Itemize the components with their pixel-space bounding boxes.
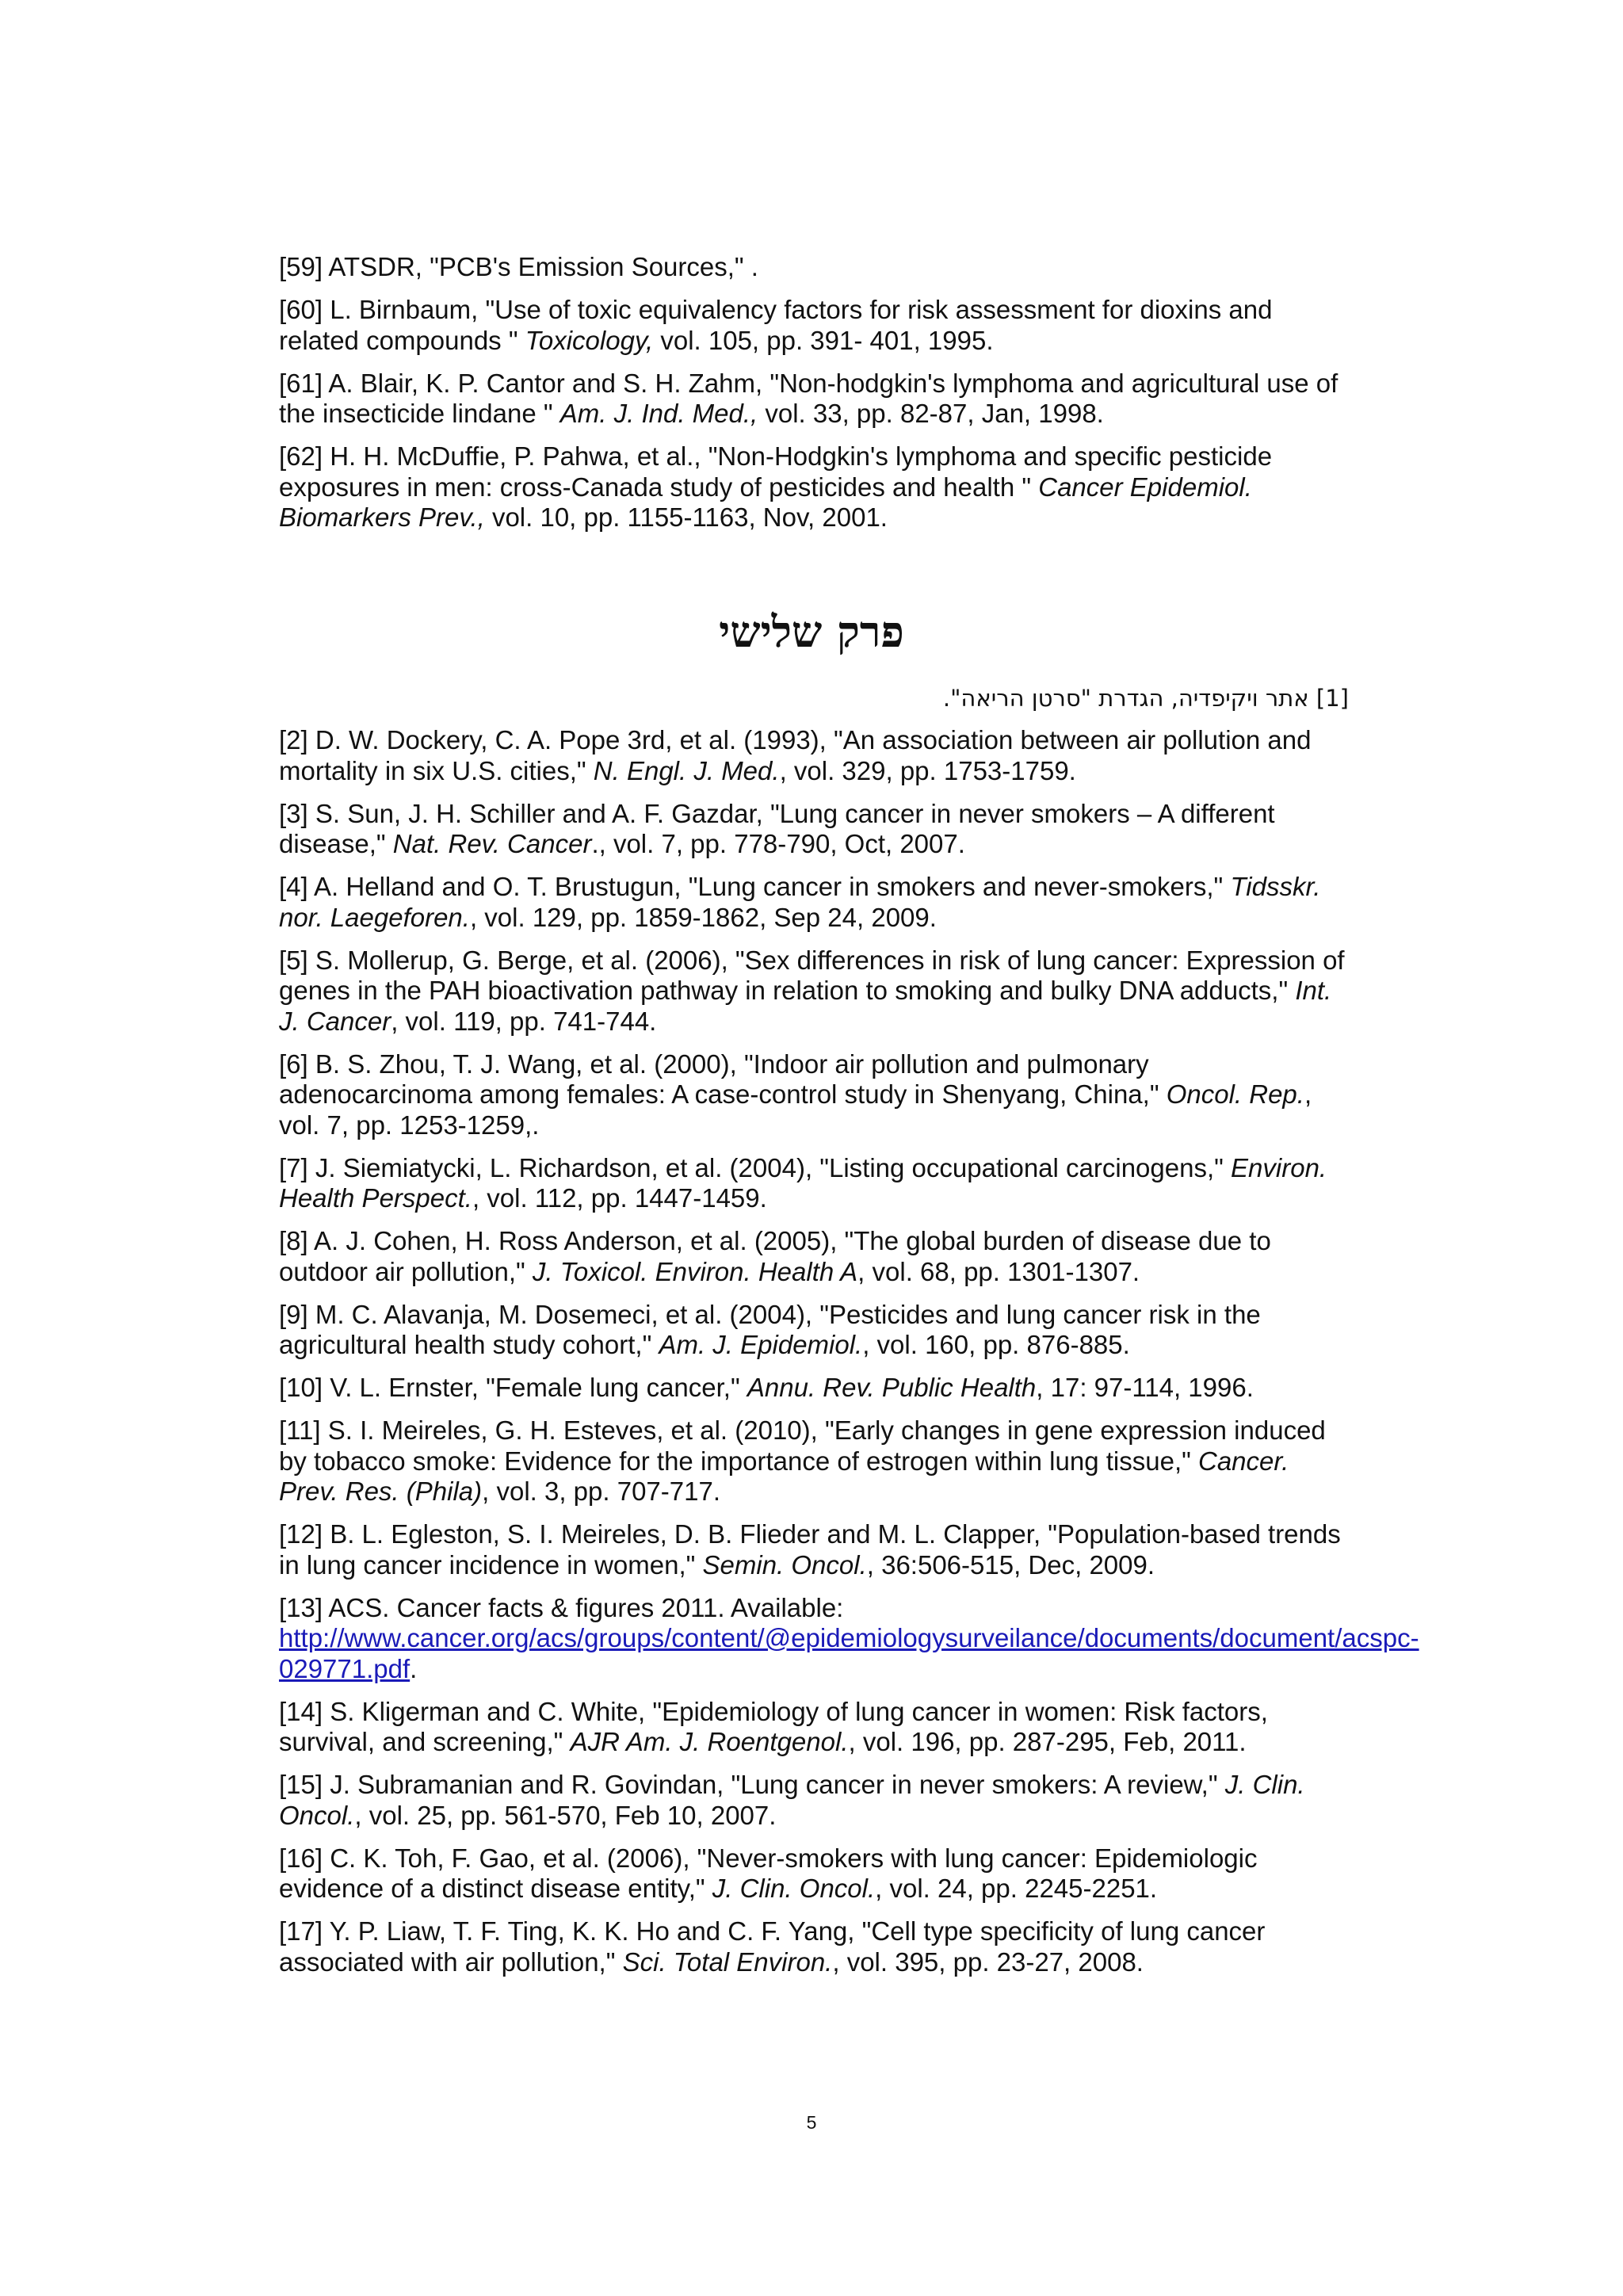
reference-journal: J. Clin. Oncol. xyxy=(712,1874,876,1903)
reference-text: vol. 10, pp. 1155-1163, Nov, 2001. xyxy=(484,502,888,532)
reference-item xyxy=(279,1415,1349,1507)
reference-item xyxy=(279,1300,1349,1361)
reference-item xyxy=(279,1770,1349,1831)
reference-text: , vol. 3, pp. 707-717. xyxy=(482,1477,720,1506)
reference-text: , vol. 24, pp. 2245-2251. xyxy=(875,1874,1158,1903)
reference-item xyxy=(279,1697,1349,1758)
reference-text: [14] S. Kligerman and C. White, "Epidemiology of lung cancer in women: Risk factors, survival, and screening," xyxy=(279,1696,1268,1756)
page-number: 5 xyxy=(806,2112,817,2133)
reference-item xyxy=(279,1373,1349,1404)
reference-text: [6] B. S. Zhou, T. J. Wang, et al. (2000), "Indoor air pollution and pulmonary adenocarcinoma among females: A case-control study in Shenyang, China," xyxy=(279,1049,1167,1109)
reference-text: , vol. 112, pp. 1447-1459. xyxy=(472,1183,767,1213)
reference-item xyxy=(279,1843,1349,1904)
reference-journal: Sci. Total Environ. xyxy=(622,1946,833,1977)
reference-text: [7] J. Siemiatycki, L. Richardson, et al. (2004), "Listing occupational carcinogens," xyxy=(279,1152,1232,1182)
reference-journal: N. Engl. J. Med. xyxy=(593,755,780,785)
reference-item xyxy=(279,1592,1419,1685)
reference-text: , vol. 129, pp. 1859-1862, Sep 24, 2009. xyxy=(469,902,937,932)
reference-text: . xyxy=(410,1653,418,1683)
reference-journal: Cancer Epidemiol. Biomarkers Prev., xyxy=(279,472,1252,532)
reference-journal: Environ. Health Perspect. xyxy=(279,1152,1327,1213)
reference-text: , 17: 97-114, 1996. xyxy=(1036,1373,1254,1402)
reference-text: vol. 105, pp. 391- 401, 1995. xyxy=(653,325,994,355)
reference-item xyxy=(279,1153,1349,1214)
reference-text: [13] ACS. Cancer facts & figures 2011. Available: xyxy=(279,1592,844,1622)
reference-item xyxy=(279,1519,1349,1580)
reference-text: , vol. 7, pp. 1253-1259,. xyxy=(279,1079,1312,1140)
reference-text: [59] ATSDR, "PCB's Emission Sources," . xyxy=(279,252,758,281)
reference-text: , vol. 68, pp. 1301-1307. xyxy=(857,1256,1140,1286)
reference-text: [8] A. J. Cohen, H. Ross Anderson, et al. (2005), "The global burden of disease due to outdoor air pollution," xyxy=(279,1226,1271,1286)
reference-text: , vol. 196, pp. 287-295, Feb, 2011. xyxy=(848,1727,1247,1756)
reference-text: [60] L. Birnbaum, "Use of toxic equivalency factors for risk assessment for dioxins and related compounds " xyxy=(279,295,1273,355)
reference-text: [17] Y. P. Liaw, T. F. Ting, K. K. Ho and C. F. Yang, "Cell type specificity of lung cancer associated with air pollution," xyxy=(279,1916,1266,1977)
reference-journal: Tidsskr. nor. Laegeforen. xyxy=(279,872,1321,932)
reference-text: [3] S. Sun, J. H. Schiller and A. F. Gazdar, "Lung cancer in never smokers – A different disease," xyxy=(279,798,1275,858)
reference-item xyxy=(279,1226,1349,1287)
reference-journal: Int. J. Cancer xyxy=(279,976,1332,1036)
reference-text: [10] V. L. Ernster, "Female lung cancer," xyxy=(279,1373,747,1402)
reference-text: [2] D. W. Dockery, C. A. Pope 3rd, et al. (1993), "An association between air pollution and mortality in six U.S. cities," xyxy=(279,725,1312,785)
reference-item xyxy=(279,441,1349,533)
reference-item xyxy=(279,295,1349,356)
reference-text: , vol. 25, pp. 561-570, Feb 10, 2007. xyxy=(354,1800,777,1830)
chapter-title: פרק שלישי xyxy=(719,606,904,657)
reference-journal: Nat. Rev. Cancer xyxy=(392,829,592,858)
reference-journal: Toxicology, xyxy=(525,325,654,355)
reference-journal: Oncol. Rep. xyxy=(1166,1079,1304,1109)
reference-text: [16] C. K. Toh, F. Gao, et al. (2006), "Never-smokers with lung cancer: Epidemiologic evidence of a distinct disease entity," xyxy=(279,1843,1258,1903)
reference-text: [62] H. H. McDuffie, P. Pahwa, et al., "Non-Hodgkin's lymphoma and specific pesticide exposures in men: cross-Canada study of pesticides and health " xyxy=(279,441,1273,502)
reference-journal: Cancer. Prev. Res. (Phila) xyxy=(279,1446,1289,1506)
reference-text: [12] B. L. Egleston, S. I. Meireles, D. B. Flieder and M. L. Clapper, "Population-based trends in lung cancer incidence in women," xyxy=(279,1519,1341,1580)
reference-text: , vol. 329, pp. 1753-1759. xyxy=(779,755,1076,785)
reference-journal: J. Toxicol. Environ. Health A xyxy=(532,1256,858,1286)
reference-text: [5] S. Mollerup, G. Berge, et al. (2006), "Sex differences in risk of lung cancer: Expression of genes in the PAH bioactivation pathway in relation to smoking and bulky DNA adducts," xyxy=(279,945,1345,1005)
references-list-top xyxy=(279,252,1349,545)
reference-link[interactable]: http://www.cancer.org/acs/groups/content/@epidemiologysurveilance/documents/document/acspc-029771.pdf xyxy=(279,1623,1419,1683)
reference-item xyxy=(279,725,1349,786)
reference-item xyxy=(279,799,1349,860)
reference-text: ., vol. 7, pp. 778-790, Oct, 2007. xyxy=(591,829,965,858)
reference-journal: Semin. Oncol. xyxy=(702,1549,867,1580)
reference-text: [11] S. I. Meireles, G. H. Esteves, et al. (2010), "Early changes in gene expression induced by tobacco smoke: Evidence for the importance of estrogen within lung tissue," xyxy=(279,1415,1326,1476)
reference-text: vol. 33, pp. 82-87, Jan, 1998. xyxy=(758,399,1104,428)
reference-item xyxy=(279,1916,1349,1977)
references-list-bottom xyxy=(279,725,1419,1990)
reference-text: , 36:506-515, Dec, 2009. xyxy=(866,1549,1155,1580)
reference-journal: J. Clin. Oncol. xyxy=(279,1770,1305,1830)
reference-journal: Annu. Rev. Public Health xyxy=(747,1373,1037,1402)
reference-item-hebrew: [1] אתר ויקיפדיה, הגדרת "סרטן הריאה". xyxy=(942,685,1349,712)
reference-text: , vol. 160, pp. 876-885. xyxy=(862,1330,1130,1359)
reference-item xyxy=(279,1049,1349,1141)
reference-item xyxy=(279,872,1349,933)
reference-text: , vol. 119, pp. 741-744. xyxy=(391,1006,657,1036)
reference-journal: Am. J. Epidemiol. xyxy=(659,1330,863,1359)
reference-item xyxy=(279,252,1349,283)
reference-journal: AJR Am. J. Roentgenol. xyxy=(570,1727,849,1756)
reference-text: [61] A. Blair, K. P. Cantor and S. H. Zahm, "Non-hodgkin's lymphoma and agricultural use of the insecticide lindane " xyxy=(279,368,1338,428)
reference-text: [4] A. Helland and O. T. Brustugun, "Lung cancer in smokers and never-smokers," xyxy=(279,872,1231,901)
reference-text: [9] M. C. Alavanja, M. Dosemeci, et al. (2004), "Pesticides and lung cancer risk in the agricultural health study cohort," xyxy=(279,1299,1261,1359)
reference-journal: Am. J. Ind. Med., xyxy=(559,399,758,428)
reference-item xyxy=(279,946,1349,1037)
reference-text: [15] J. Subramanian and R. Govindan, "Lung cancer in never smokers: A review," xyxy=(279,1770,1225,1799)
reference-text: , vol. 395, pp. 23-27, 2008. xyxy=(832,1946,1144,1977)
reference-item xyxy=(279,369,1349,430)
